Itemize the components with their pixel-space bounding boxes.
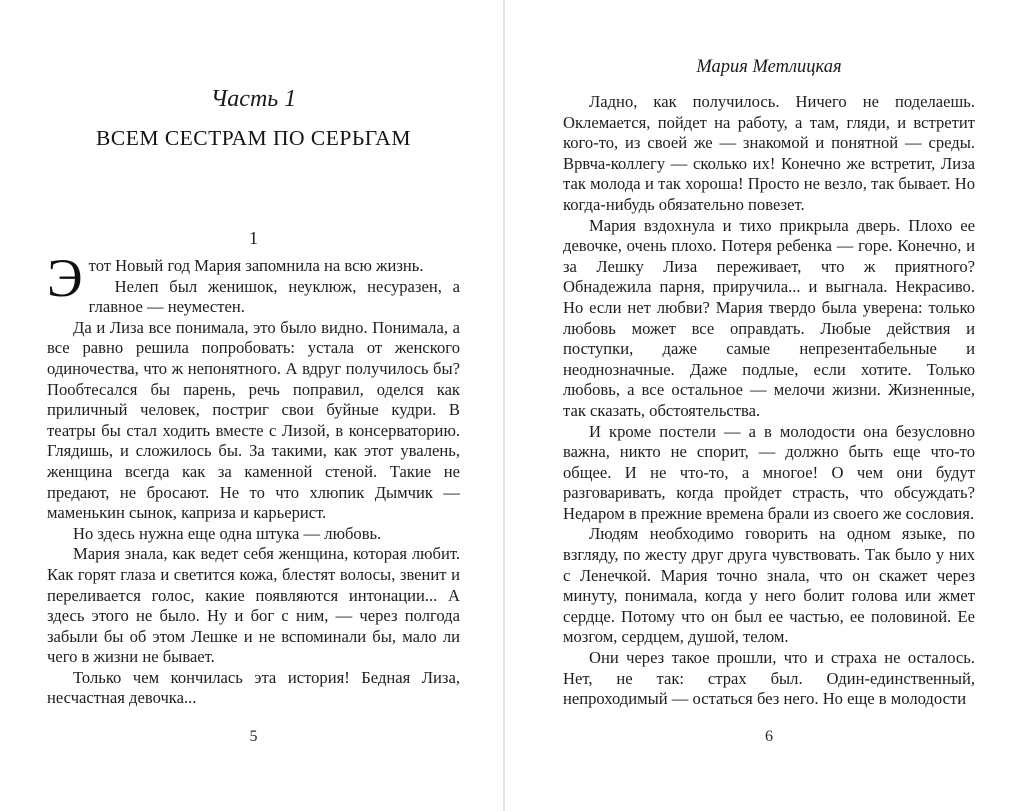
- paragraph: Но здесь нужна еще одна штука — любовь.: [73, 523, 382, 543]
- running-header-author: Мария Метлицкая: [696, 57, 842, 77]
- page-number-left: 5: [249, 728, 258, 745]
- part-label: Часть 1: [210, 86, 297, 112]
- paragraph: Мария вздохнула и тихо прикрыла дверь. Плохо ее девочке, очень плохо. Потеря ребенка — горе. Конечно, и за Лешку Лиза переживает, что ж приятного? Обнадежила парня, приручила... и выгнала. Некрасиво. Но если нет любви? Мария твердо была уверена: только любовь может все оправдать. Любые действия и поступки, даже самые непрезентабельные и неоднозначные. Даже подлые, если хотите. Только любовь, а все остальное — мелочи жизни. Жизненные, так сказать, обстоятельства.: [563, 215, 975, 420]
- paragraph: Да и Лиза все понимала, это было видно. Понимала, а все равно решила попробовать: устала от женского одиночества, что ж непонятного. А вдруг получилось бы? Пообтесался бы парень, речь поправил, оделся как приличный человек, постриг свои буйные кудри. В театры бы стал ходить вместе с Лизой, в консерваторию. Глядишь, и сложилось бы. За такими, как этот увалень, женщина всегда как за каменной стеной. Такие не предают, не бросают. Не то что хлюпик Дымчик — маменькин сынок, каприза и карьерист.: [47, 317, 460, 523]
- part-title: ВСЕМ СЕСТРАМ ПО СЕРЬГАМ: [96, 126, 411, 150]
- opening-line-text: тот Новый год Мария запомнила на всю жизнь.: [88, 256, 424, 275]
- left-page: [47, 0, 460, 811]
- chapter-number: 1: [249, 228, 258, 248]
- paragraph: Ладно, как получилось. Ничего не поделаешь. Оклемается, пойдет на работу, а там, гляди, и встретит кого-то, из своей же — знакомой и понятной — среды. Врвча-коллегу — сколько их! Конечно же встретит, Лиза так молода и так хороша! Просто не везло, так бывает. Но когда-нибудь обязательно повезет.: [563, 92, 975, 214]
- right-page-body: [563, 92, 975, 710]
- paragraph: Людям необходимо говорить на одном языке, по взгляду, по жесту друг друга чувствовать. Так было у них с Ленечкой. Мария точно знала, что он скажет через минуту, понимала, когда у него болит голова или жмет сердце. Потому что он был ее частью, ее половиной. Ее мозгом, сердцем, душой, телом.: [563, 524, 975, 647]
- paragraph: Нелеп был женишок, неуклюж, несуразен, а главное — неуместен.: [88, 276, 460, 317]
- paragraph: Мария знала, как ведет себя женщина, которая любит. Как горят глаза и светится кожа, блестят волосы, звенит и переливается голос, какие появляются интонации... А здесь этого не было. Ну и бог с ним, — через полгода забыли бы об этом Лешке и не вспоминали бы, мало ли чего в жизни не бывает.: [47, 544, 460, 667]
- left-page-body: [47, 248, 460, 709]
- paragraph: Они через такое прошли, что и страха не осталось. Нет, не так: страх был. Один-единственный, непроходимый — остаться без него. Но еще в молодости: [563, 648, 975, 709]
- page-gutter-divider: [503, 0, 505, 811]
- right-page: [563, 0, 975, 811]
- drop-cap-letter: Э: [47, 248, 83, 308]
- paragraph: Только чем кончилась эта история! Бедная Лиза, несчастная девочка...: [47, 667, 460, 708]
- page-number-right: 6: [765, 728, 773, 745]
- paragraph: И кроме постели — а в молодости она безусловно важна, никто не спорит, — должно быть еще что-то общее. И не что-то, а многое! О чем они будут разговаривать, когда пройдет страсть, что обсуждать? Недаром в прежние времена брали из своего же сословия.: [563, 421, 975, 523]
